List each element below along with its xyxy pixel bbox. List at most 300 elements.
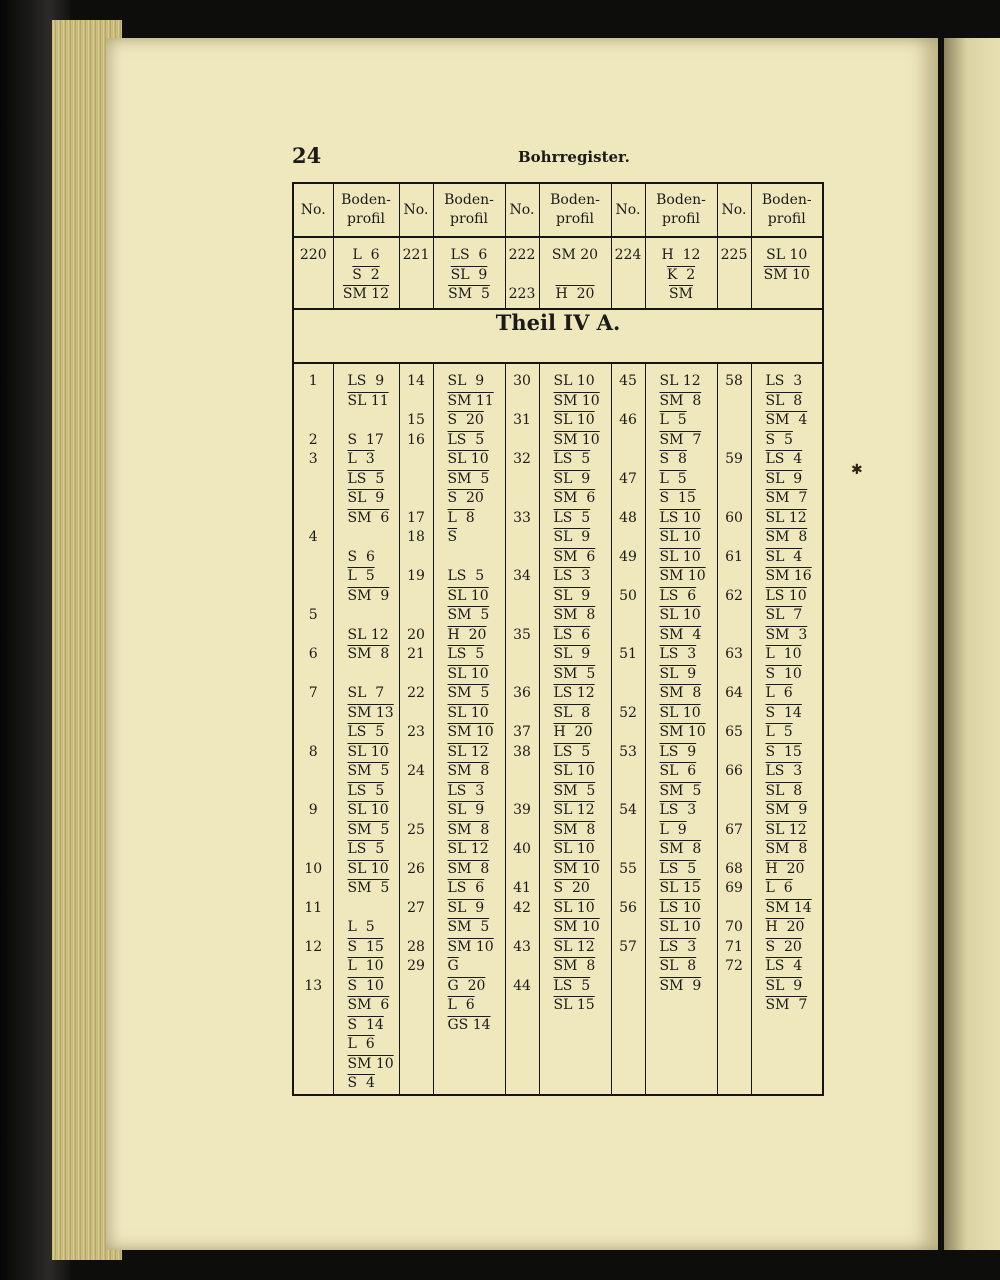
profile-entry: SM 10 — [447, 724, 494, 740]
entry-number — [294, 1016, 333, 1036]
profile-entry: L 9 — [659, 821, 687, 838]
profile-entry: LS 5 — [447, 568, 485, 584]
entry-number — [718, 470, 751, 490]
entry-number — [400, 606, 433, 626]
entry-number — [294, 489, 333, 509]
profile-entry: S 15 — [765, 743, 802, 760]
profile-entry: LS 5 — [347, 724, 385, 740]
entry-number — [612, 567, 645, 587]
entry-number — [718, 996, 751, 1016]
entry-number-cell — [505, 237, 539, 309]
profile-entry: L 6 — [447, 997, 475, 1013]
entry-number — [400, 743, 433, 763]
entry-number: 18 — [407, 529, 425, 545]
profile-entry: SM 7 — [659, 431, 702, 448]
entry-number — [612, 431, 645, 451]
profile-entry: LS 3 — [765, 373, 803, 389]
profile-entry: SL 10 — [553, 373, 595, 389]
profile-cell — [333, 363, 399, 1095]
entry-number — [400, 587, 433, 607]
profile-entry: SL 10 — [447, 587, 489, 604]
header-text: profil — [347, 211, 385, 227]
entry-number-cell — [293, 237, 333, 309]
entry-number: 32 — [513, 451, 531, 467]
entry-number — [294, 509, 333, 529]
entry-number — [612, 782, 645, 802]
entry-number: 27 — [407, 899, 425, 916]
entry-number: 11 — [304, 899, 323, 916]
profile-entry: SM 13 — [347, 704, 394, 721]
entry-number — [294, 957, 333, 977]
profile-entry: SM 6 — [553, 548, 596, 565]
profile-entry: SL 10 — [553, 763, 595, 779]
profile-entry: SM 5 — [347, 821, 390, 838]
profile-entry: LS 3 — [765, 763, 803, 779]
profile-entry: SL 6 — [659, 763, 697, 779]
entry-number — [506, 704, 539, 724]
profile-entry: LS 3 — [553, 568, 591, 584]
profile-cell — [433, 363, 505, 1095]
profile-entry: SL 10 — [553, 899, 595, 916]
header-text: Boden- — [761, 192, 812, 208]
next-page-edge — [944, 38, 1000, 1250]
entry-number — [400, 470, 433, 490]
profile-entry: LS 5 — [553, 509, 591, 526]
profile-entry: SL 10 — [447, 665, 489, 682]
entry-number — [506, 762, 539, 782]
profile-entry: L 6 — [765, 685, 793, 701]
profile-entry: LS 3 — [659, 646, 697, 662]
entry-number — [294, 996, 333, 1016]
entry-number — [718, 567, 751, 587]
profile-entry: LS 5 — [347, 470, 385, 487]
entry-number-cell — [293, 363, 333, 1095]
profile-entry: GS 14 — [447, 1016, 491, 1033]
entry-number: 6 — [308, 646, 318, 662]
entry-number: 22 — [407, 685, 425, 701]
entry-number-cell — [611, 363, 645, 1095]
profile-entry: L 5 — [347, 919, 375, 935]
entry-number: 16 — [407, 431, 425, 448]
profile-cell — [751, 363, 823, 1095]
profile-entry: SL 12 — [447, 841, 489, 857]
profile-entry: SM 8 — [553, 958, 596, 974]
profile-entry: LS 5 — [447, 646, 485, 662]
entry-number — [400, 782, 433, 802]
entry-number — [506, 470, 539, 490]
entry-number — [294, 567, 333, 587]
entry-number — [612, 450, 645, 470]
entry-number — [718, 704, 751, 724]
profile-entry — [348, 606, 399, 626]
entry-number — [400, 548, 433, 568]
profile-entry: SL 10 — [553, 412, 595, 428]
profile-entry: S 20 — [447, 412, 484, 428]
profile-entry: LS 10 — [659, 509, 701, 526]
entry-number: 54 — [619, 802, 637, 818]
entry-number: 3 — [308, 451, 318, 467]
profile-entry: SL 15 — [659, 880, 701, 896]
entry-number — [718, 528, 751, 548]
entry-number: 52 — [619, 704, 637, 721]
profile-entry: SL 10 — [659, 548, 701, 565]
entry-number: 224 — [614, 247, 642, 263]
profile-entry: LS 9 — [659, 743, 697, 760]
profile-entry: SL 10 — [347, 860, 389, 877]
profile-entry: SM 8 — [553, 821, 596, 838]
entry-number: 1 — [308, 373, 318, 389]
entry-number — [400, 704, 433, 724]
profile-entry: $\overline{SM}$ — [669, 286, 693, 302]
header-text: profil — [556, 211, 594, 227]
profile-entry: SM 8 — [659, 685, 702, 701]
entry-number — [612, 489, 645, 509]
profile-entry: SL 12 — [659, 373, 701, 389]
entry-number: 34 — [513, 568, 531, 584]
entry-number — [506, 587, 539, 607]
profile-entry: H 20 — [447, 626, 487, 643]
entry-number: 30 — [513, 373, 531, 389]
entry-number: 40 — [513, 841, 531, 857]
profile-entry: SL 10 — [659, 607, 701, 623]
entry-number: 47 — [619, 470, 637, 487]
profile-entry: LS 6 — [450, 247, 488, 263]
profile-entry: SL 4 — [765, 548, 803, 565]
profile-entry: L 8 — [447, 509, 475, 526]
entry-number — [400, 840, 433, 860]
entry-number: 48 — [619, 509, 637, 526]
profile-entry: SM 12 — [342, 286, 390, 302]
profile-entry: H 20 — [765, 919, 805, 935]
entry-number — [506, 918, 539, 938]
entry-number: 12 — [304, 938, 323, 955]
profile-entry: SM 10 — [553, 860, 600, 877]
entry-number — [294, 918, 333, 938]
profile-entry: S 20 — [447, 490, 484, 506]
entry-number: 67 — [725, 821, 743, 838]
entry-number — [400, 977, 433, 997]
entry-number: 10 — [304, 860, 323, 877]
entry-number: 59 — [725, 451, 743, 467]
entry-number: 72 — [725, 958, 743, 974]
profile-entry: L 5 — [659, 412, 687, 428]
profile-entry: SM 14 — [765, 899, 812, 916]
profile-entry: LS 5 — [347, 782, 385, 799]
profile-entry: SL 10 — [553, 841, 595, 857]
profile-entry: SM 10 — [447, 938, 494, 955]
header-text: Boden- — [656, 192, 706, 208]
entry-number: 26 — [407, 860, 425, 877]
profile-cell — [433, 237, 505, 309]
entry-number — [718, 489, 751, 509]
profile-entry: L 6 — [352, 247, 380, 263]
profile-entry: LS 5 — [347, 841, 385, 857]
profile-entry: SL 10 — [347, 743, 389, 760]
profile-entry: SM 8 — [659, 392, 702, 409]
entry-number — [718, 899, 751, 919]
main-entries-row — [293, 363, 823, 1095]
entry-number: 55 — [619, 860, 637, 877]
profile-entry — [348, 528, 399, 548]
profile-entry: SM 8 — [765, 529, 808, 545]
profile-entry: S 8 — [659, 451, 687, 467]
entry-number — [718, 411, 751, 431]
entry-number — [718, 392, 751, 412]
profile-entry: SL 12 — [447, 743, 489, 760]
entry-number — [400, 450, 433, 470]
entry-number — [506, 996, 539, 1016]
profile-entry: SL 10 — [447, 451, 489, 467]
header-no: No. — [717, 183, 751, 237]
profile-entry: SM 5 — [448, 286, 490, 302]
profile-entry: L 10 — [765, 646, 802, 662]
profile-entry: SM 10 — [659, 724, 706, 740]
profile-entry: SM 6 — [347, 509, 390, 526]
entry-number: 56 — [619, 899, 637, 916]
profile-entry: SM 3 — [765, 626, 808, 643]
profile-cell — [333, 237, 399, 309]
profile-entry: S 20 — [553, 880, 590, 896]
profile-entry: SL 9 — [553, 470, 591, 487]
entry-number — [294, 626, 333, 646]
header-text: Boden- — [550, 192, 600, 208]
profile-entry: L 6 — [765, 880, 793, 896]
profile-entry: SL 9 — [553, 646, 591, 662]
profile-entry: SL 9 — [553, 587, 591, 604]
profile-entry: SM 5 — [447, 685, 490, 701]
entry-number-cell — [399, 363, 433, 1095]
profile-entry: SL 8 — [765, 782, 803, 799]
entry-number: 222 — [508, 247, 536, 263]
profile-entry — [348, 899, 399, 919]
entry-number: 60 — [725, 509, 743, 526]
entry-number-cell — [505, 363, 539, 1095]
entry-number-cell — [717, 237, 751, 309]
profile-entry: SL 8 — [659, 958, 697, 974]
entry-number — [718, 801, 751, 821]
profile-entry: LS 3 — [447, 782, 485, 799]
profile-entry: L 3 — [347, 451, 375, 467]
entry-number: 46 — [619, 412, 637, 428]
ink-mark-icon: ✱ — [851, 462, 863, 478]
entry-number — [718, 626, 751, 646]
profile-entry: LS 5 — [553, 977, 591, 994]
entry-number: 57 — [619, 938, 637, 955]
profile-entry: S 17 — [347, 431, 384, 448]
entry-number — [718, 606, 751, 626]
profile-entry: SL 15 — [553, 997, 595, 1013]
profile-entry: SL 10 — [766, 247, 808, 263]
entry-number: 19 — [407, 568, 425, 584]
profile-entry: S 4 — [347, 1075, 375, 1091]
profile-entry: LS 10 — [659, 899, 701, 916]
entry-number — [294, 821, 333, 841]
profile-entry: S 6 — [347, 548, 375, 565]
entry-number: 20 — [407, 626, 425, 643]
entry-number — [294, 840, 333, 860]
header-text: Boden- — [444, 192, 494, 208]
entry-number: 64 — [725, 685, 743, 701]
profile-entry: S 20 — [765, 938, 802, 955]
header-bodenprofil — [645, 183, 717, 237]
entry-number: 220 — [299, 247, 327, 263]
entry-number — [506, 489, 539, 509]
entry-number — [294, 470, 333, 490]
entry-number: 39 — [513, 802, 531, 818]
profile-entry: LS 5 — [659, 860, 697, 877]
profile-entry: SM 7 — [765, 997, 808, 1013]
bohrregister-table — [292, 182, 824, 1096]
entry-number: 2 — [308, 431, 318, 448]
profile-entry: SM 20 — [551, 247, 599, 263]
entry-number: 62 — [725, 587, 743, 604]
header-bodenprofil — [539, 183, 611, 237]
entry-number: 13 — [304, 977, 323, 994]
profile-entry: SM 11 — [447, 392, 494, 409]
header-text: profil — [662, 211, 700, 227]
header-no: No. — [505, 183, 539, 237]
entry-number: 21 — [407, 646, 425, 662]
profile-entry: $\overline{S}$ — [447, 529, 458, 545]
profile-entry: LS 3 — [659, 802, 697, 818]
entry-number — [294, 548, 333, 568]
entry-number — [612, 392, 645, 412]
entry-number — [612, 528, 645, 548]
profile-entry: SM 9 — [765, 802, 808, 818]
profile-entry: SM 5 — [447, 919, 490, 935]
profile-entry: SL 10 — [659, 529, 701, 545]
profile-entry: SL 10 — [659, 919, 701, 935]
entry-number: 45 — [619, 373, 637, 389]
entry-number: 50 — [619, 587, 637, 604]
entry-number: 4 — [308, 529, 318, 545]
entry-number: 5 — [308, 607, 318, 623]
header-bodenprofil — [751, 183, 823, 237]
entry-number: 68 — [725, 860, 743, 877]
page-number: 24 — [292, 143, 322, 168]
profile-entry: SM 7 — [765, 490, 808, 506]
entry-number: 71 — [725, 938, 743, 955]
entry-number: 221 — [402, 247, 430, 263]
profile-entry: $\overline{G}$ — [447, 958, 459, 974]
profile-entry: LS 3 — [659, 938, 697, 955]
profile-entry: SM 8 — [553, 607, 596, 623]
profile-entry: SM 8 — [447, 763, 490, 779]
entry-number: 44 — [513, 977, 531, 994]
entry-number — [718, 782, 751, 802]
profile-entry — [348, 665, 399, 685]
entry-number — [400, 665, 433, 685]
entry-number — [718, 665, 751, 685]
entry-number: 14 — [407, 373, 425, 389]
entry-number: 225 — [720, 247, 748, 263]
header-bodenprofil — [433, 183, 505, 237]
profile-entry: SL 8 — [553, 704, 591, 721]
profile-entry: S 15 — [347, 938, 384, 955]
profile-entry: SM 6 — [553, 490, 596, 506]
profile-entry: SL 12 — [553, 938, 595, 955]
entry-number — [506, 860, 539, 880]
profile-entry: SM 10 — [659, 568, 706, 584]
entry-number: 31 — [513, 412, 531, 428]
entry-number: 28 — [407, 938, 425, 955]
entry-number — [612, 723, 645, 743]
entry-number: 53 — [619, 743, 637, 760]
profile-entry: LS 10 — [765, 587, 807, 604]
profile-entry: SL 9 — [450, 266, 488, 283]
profile-entry: SL 9 — [347, 490, 385, 506]
profile-entry: S 15 — [659, 490, 696, 506]
header-no: No. — [611, 183, 645, 237]
entry-number — [294, 392, 333, 412]
entry-number — [506, 606, 539, 626]
profile-entry: SL 12 — [553, 802, 595, 818]
entry-number: 66 — [725, 763, 743, 779]
entry-number — [612, 957, 645, 977]
entry-number: 24 — [407, 763, 425, 779]
profile-entry: SM 10 — [553, 919, 600, 935]
entry-number: 70 — [725, 919, 743, 935]
entry-number — [294, 587, 333, 607]
entry-number — [400, 392, 433, 412]
profile-entry: SL 12 — [765, 509, 807, 526]
top-entries-row — [293, 237, 823, 309]
entry-number: 69 — [725, 880, 743, 896]
section-title: Theil IV A. — [293, 309, 823, 363]
profile-entry: H 20 — [555, 286, 595, 302]
entry-number — [718, 431, 751, 451]
profile-entry: SL 10 — [347, 802, 389, 818]
entry-number — [612, 762, 645, 782]
profile-entry — [348, 411, 399, 431]
profile-entry: SM 4 — [659, 626, 702, 643]
entry-number: 33 — [513, 509, 531, 526]
entry-number: 38 — [513, 743, 531, 760]
profile-entry: SM 5 — [659, 782, 702, 799]
profile-entry: SL 7 — [347, 685, 385, 701]
entry-number: 49 — [619, 548, 637, 565]
entry-number-cell — [611, 237, 645, 309]
profile-entry: SL 9 — [765, 977, 803, 994]
section-title-row — [293, 309, 823, 363]
entry-number — [612, 684, 645, 704]
entry-number: 43 — [513, 938, 531, 955]
entry-number — [294, 411, 333, 431]
profile-cell — [645, 237, 717, 309]
profile-cell — [751, 237, 823, 309]
profile-entry: SM 10 — [347, 1055, 394, 1072]
entry-number: 36 — [513, 685, 531, 701]
profile-entry: S 10 — [765, 665, 802, 682]
entry-number — [294, 704, 333, 724]
entry-number: 65 — [725, 724, 743, 740]
entry-number — [506, 957, 539, 977]
entry-number — [612, 977, 645, 997]
entry-number-cell — [717, 363, 751, 1095]
profile-entry: SL 9 — [765, 470, 803, 487]
entry-number — [506, 645, 539, 665]
entry-number: 223 — [508, 286, 536, 302]
profile-entry: SL 9 — [553, 529, 591, 545]
profile-entry: SL 8 — [765, 392, 803, 409]
entry-number — [294, 723, 333, 743]
profile-cell — [645, 363, 717, 1095]
profile-entry — [448, 548, 505, 568]
entry-number — [612, 606, 645, 626]
profile-entry: SL 10 — [447, 704, 489, 721]
entry-number — [294, 762, 333, 782]
profile-entry: SM 9 — [347, 587, 390, 604]
